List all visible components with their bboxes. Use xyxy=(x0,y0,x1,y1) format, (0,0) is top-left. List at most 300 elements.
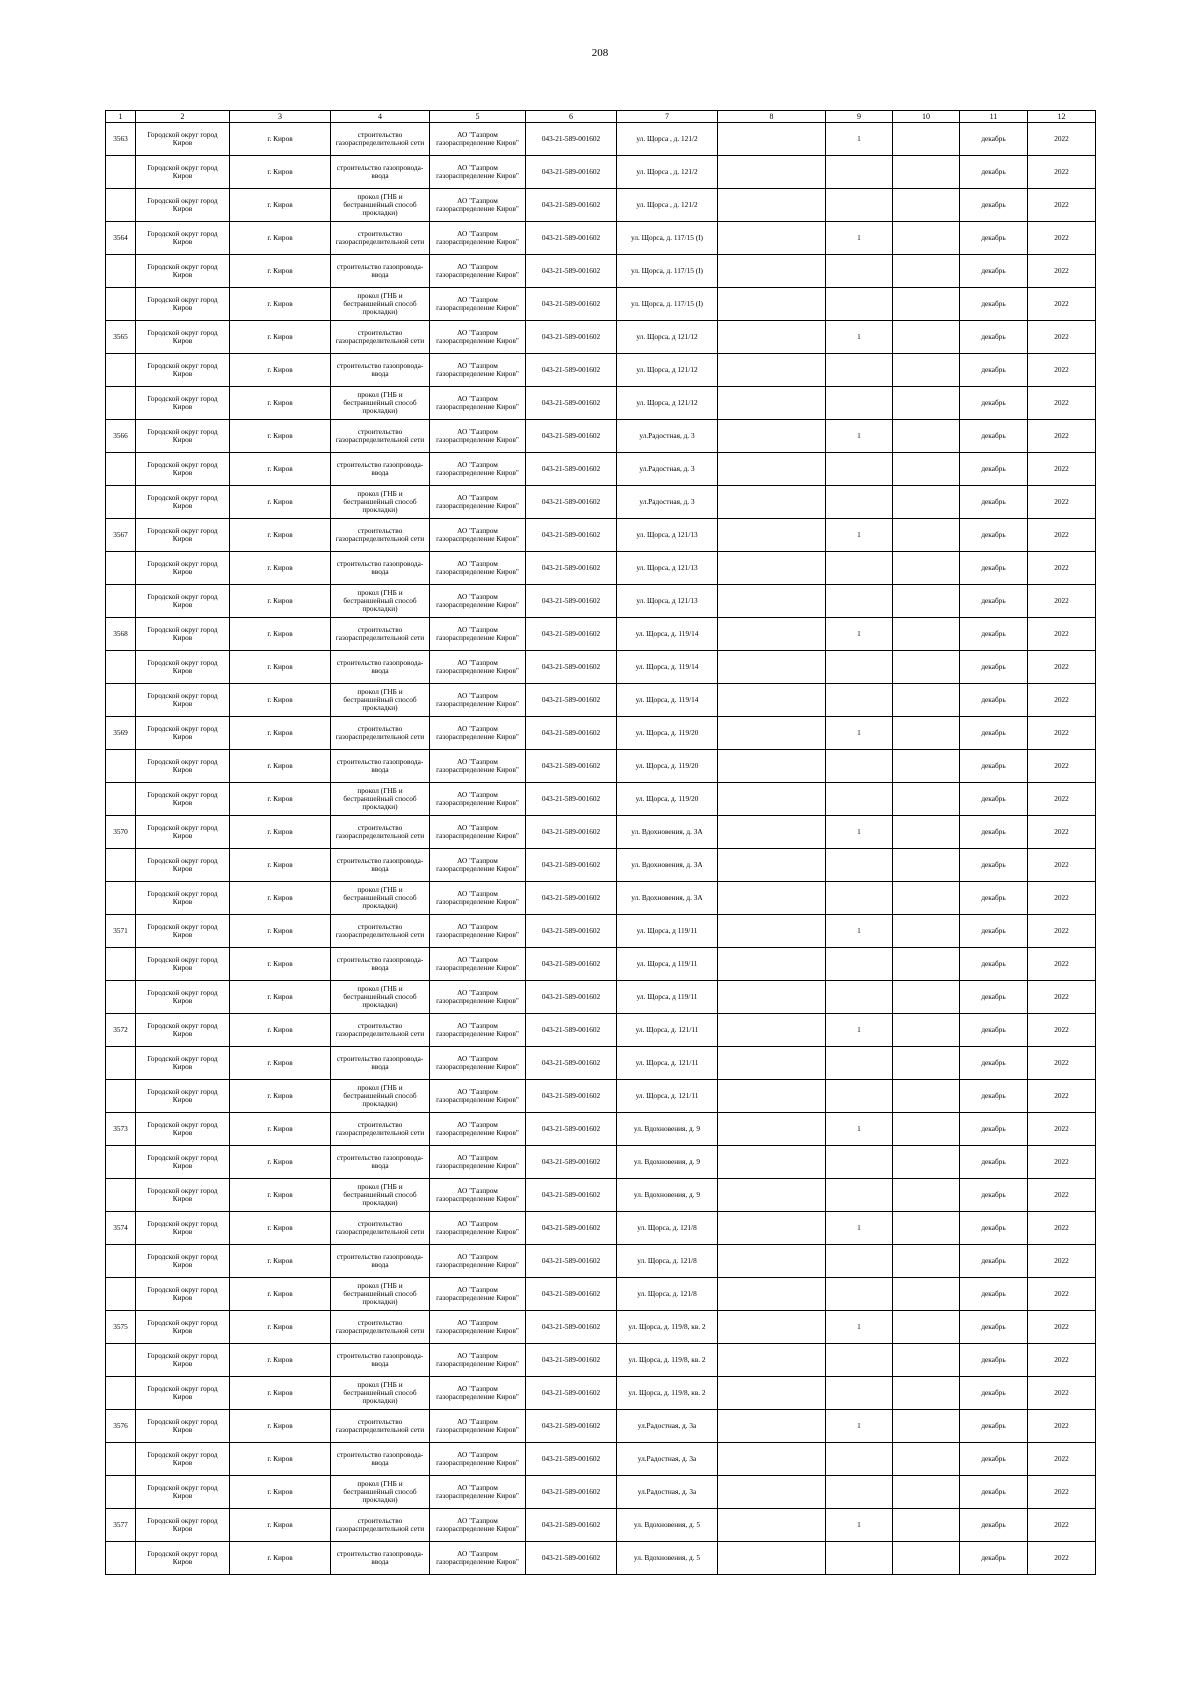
year-text: 2022 xyxy=(1054,1455,1069,1463)
district-text: Городской округ город Киров xyxy=(147,329,218,345)
organization-text: АО "Газпром газораспределение Киров" xyxy=(436,1418,519,1434)
table-row xyxy=(106,981,1096,1014)
empty-cell xyxy=(893,453,960,486)
row-number-cell xyxy=(106,420,136,453)
empty-cell xyxy=(718,915,826,948)
month-cell xyxy=(960,486,1028,519)
empty-cell xyxy=(893,1542,960,1575)
year-cell xyxy=(1028,915,1096,948)
district-cell xyxy=(136,1113,230,1146)
empty-cell xyxy=(718,1410,826,1443)
organization-text: АО "Газпром газораспределение Киров" xyxy=(436,1286,519,1302)
month-cell xyxy=(960,255,1028,288)
month-cell xyxy=(960,1014,1028,1047)
table-row xyxy=(106,453,1096,486)
column-header: 7 xyxy=(617,111,718,123)
table-row xyxy=(106,1542,1096,1575)
work-type-cell xyxy=(331,1179,430,1212)
year-text: 2022 xyxy=(1054,1092,1069,1100)
year-cell xyxy=(1028,882,1096,915)
year-cell xyxy=(1028,288,1096,321)
code-cell xyxy=(526,1542,617,1575)
quantity-text: 1 xyxy=(857,234,861,242)
month-text: декабрь xyxy=(981,1323,1006,1331)
address-text: ул. Щорса, д. 119/8, кв. 2 xyxy=(628,1323,706,1331)
district-text: Городской округ город Киров xyxy=(147,1022,218,1038)
district-cell xyxy=(136,585,230,618)
table-row xyxy=(106,1311,1096,1344)
work-type-text: прокол (ГНБ и бестраншейный способ прокладки) xyxy=(343,193,417,217)
column-header: 10 xyxy=(893,111,960,123)
organization-cell xyxy=(430,1476,526,1509)
organization-cell xyxy=(430,1509,526,1542)
work-type-cell xyxy=(331,849,430,882)
code-text: 043-21-589-001602 xyxy=(541,1290,601,1298)
empty-cell xyxy=(718,717,826,750)
year-text: 2022 xyxy=(1054,1356,1069,1364)
row-number-cell xyxy=(106,1377,136,1410)
year-cell xyxy=(1028,1542,1096,1575)
quantity-cell xyxy=(826,1410,893,1443)
city-cell xyxy=(230,1344,331,1377)
quantity-cell xyxy=(826,519,893,552)
quantity-cell xyxy=(826,882,893,915)
work-type-text: строительство газораспределительной сети xyxy=(335,428,425,444)
city-cell xyxy=(230,1014,331,1047)
row-number-cell xyxy=(106,981,136,1014)
quantity-cell xyxy=(826,1047,893,1080)
organization-cell xyxy=(430,783,526,816)
row-number-cell xyxy=(106,255,136,288)
work-type-cell xyxy=(331,156,430,189)
address-text: ул. Щорса, д 121/13 xyxy=(636,597,698,605)
quantity-cell xyxy=(826,486,893,519)
empty-cell xyxy=(718,255,826,288)
empty-cell xyxy=(718,1146,826,1179)
quantity-cell xyxy=(826,684,893,717)
year-text: 2022 xyxy=(1054,1026,1069,1034)
month-text: декабрь xyxy=(981,1257,1006,1265)
code-text: 043-21-589-001602 xyxy=(541,1521,601,1529)
year-cell xyxy=(1028,1476,1096,1509)
address-cell xyxy=(617,1014,718,1047)
district-cell xyxy=(136,1278,230,1311)
code-cell xyxy=(526,552,617,585)
organization-cell xyxy=(430,552,526,585)
year-cell xyxy=(1028,1410,1096,1443)
empty-cell xyxy=(893,1179,960,1212)
work-type-text: строительство газораспределительной сети xyxy=(335,1517,425,1533)
city-text: г. Киров xyxy=(267,1224,293,1232)
work-type-cell xyxy=(331,1443,430,1476)
empty-cell xyxy=(718,288,826,321)
district-text: Городской округ город Киров xyxy=(147,626,218,642)
quantity-cell xyxy=(826,585,893,618)
city-text: г. Киров xyxy=(267,1125,293,1133)
code-cell xyxy=(526,585,617,618)
quantity-cell xyxy=(826,1212,893,1245)
organization-text: АО "Газпром газораспределение Киров" xyxy=(436,626,519,642)
year-text: 2022 xyxy=(1054,333,1069,341)
district-text: Городской округ город Киров xyxy=(147,1154,218,1170)
address-text: ул. Вдохновения, д. 3А xyxy=(631,828,703,836)
code-text: 043-21-589-001602 xyxy=(541,366,601,374)
district-cell xyxy=(136,222,230,255)
table-row xyxy=(106,387,1096,420)
empty-cell xyxy=(893,354,960,387)
year-cell xyxy=(1028,816,1096,849)
empty-cell xyxy=(718,1377,826,1410)
organization-cell xyxy=(430,420,526,453)
city-text: г. Киров xyxy=(267,1191,293,1199)
work-type-text: прокол (ГНБ и бестраншейный способ прокладки) xyxy=(343,688,417,712)
quantity-text: 1 xyxy=(857,1026,861,1034)
row-number-cell xyxy=(106,585,136,618)
empty-cell xyxy=(718,1179,826,1212)
column-header: 3 xyxy=(230,111,331,123)
empty-cell xyxy=(718,816,826,849)
work-type-text: прокол (ГНБ и бестраншейный способ прокладки) xyxy=(343,1282,417,1306)
district-cell xyxy=(136,1509,230,1542)
quantity-cell xyxy=(826,123,893,156)
code-text: 043-21-589-001602 xyxy=(541,465,601,473)
quantity-cell xyxy=(826,354,893,387)
district-cell xyxy=(136,882,230,915)
city-text: г. Киров xyxy=(267,201,293,209)
district-cell xyxy=(136,1146,230,1179)
month-cell xyxy=(960,189,1028,222)
code-cell xyxy=(526,1311,617,1344)
quantity-cell xyxy=(826,1113,893,1146)
city-text: г. Киров xyxy=(267,663,293,671)
row-number-cell xyxy=(106,552,136,585)
address-cell xyxy=(617,750,718,783)
organization-cell xyxy=(430,486,526,519)
district-cell xyxy=(136,981,230,1014)
work-type-cell xyxy=(331,1014,430,1047)
row-number-cell xyxy=(106,387,136,420)
year-cell xyxy=(1028,321,1096,354)
empty-cell xyxy=(893,387,960,420)
empty-cell xyxy=(893,618,960,651)
table-row xyxy=(106,1377,1096,1410)
year-cell xyxy=(1028,1245,1096,1278)
district-cell xyxy=(136,123,230,156)
city-text: г. Киров xyxy=(267,597,293,605)
row-number-cell xyxy=(106,1113,136,1146)
year-text: 2022 xyxy=(1054,927,1069,935)
table-row xyxy=(106,1179,1096,1212)
code-text: 043-21-589-001602 xyxy=(541,729,601,737)
city-text: г. Киров xyxy=(267,828,293,836)
organization-text: АО "Газпром газораспределение Киров" xyxy=(436,1121,519,1137)
address-text: ул. Щорса, д. 119/20 xyxy=(635,795,699,803)
organization-cell xyxy=(430,1212,526,1245)
month-text: декабрь xyxy=(981,729,1006,737)
district-text: Городской округ город Киров xyxy=(147,362,218,378)
month-cell xyxy=(960,222,1028,255)
district-cell xyxy=(136,618,230,651)
quantity-text: 1 xyxy=(857,333,861,341)
district-cell xyxy=(136,387,230,420)
city-text: г. Киров xyxy=(267,861,293,869)
table-row xyxy=(106,1278,1096,1311)
district-cell xyxy=(136,321,230,354)
city-cell xyxy=(230,288,331,321)
month-cell xyxy=(960,123,1028,156)
year-cell xyxy=(1028,651,1096,684)
work-type-cell xyxy=(331,255,430,288)
address-cell xyxy=(617,1410,718,1443)
empty-cell xyxy=(893,189,960,222)
row-number-cell xyxy=(106,750,136,783)
empty-cell xyxy=(718,1344,826,1377)
district-text: Городской округ город Киров xyxy=(147,659,218,675)
table-row xyxy=(106,948,1096,981)
city-cell xyxy=(230,123,331,156)
month-cell xyxy=(960,1344,1028,1377)
address-cell xyxy=(617,519,718,552)
code-cell xyxy=(526,1245,617,1278)
year-text: 2022 xyxy=(1054,828,1069,836)
year-text: 2022 xyxy=(1054,729,1069,737)
code-text: 043-21-589-001602 xyxy=(541,1554,601,1562)
code-text: 043-21-589-001602 xyxy=(541,993,601,1001)
table-row xyxy=(106,1146,1096,1179)
quantity-cell xyxy=(826,717,893,750)
empty-cell xyxy=(893,1146,960,1179)
month-text: декабрь xyxy=(981,1059,1006,1067)
code-text: 043-21-589-001602 xyxy=(541,1455,601,1463)
empty-cell xyxy=(893,651,960,684)
month-cell xyxy=(960,1476,1028,1509)
city-cell xyxy=(230,618,331,651)
quantity-cell xyxy=(826,1377,893,1410)
year-cell xyxy=(1028,354,1096,387)
empty-cell xyxy=(893,1212,960,1245)
month-cell xyxy=(960,1377,1028,1410)
organization-cell xyxy=(430,123,526,156)
year-cell xyxy=(1028,552,1096,585)
row-number-cell xyxy=(106,1542,136,1575)
year-cell xyxy=(1028,1443,1096,1476)
organization-text: АО "Газпром газораспределение Киров" xyxy=(436,956,519,972)
row-number-cell xyxy=(106,486,136,519)
work-type-cell xyxy=(331,189,430,222)
organization-text: АО "Газпром газораспределение Киров" xyxy=(436,131,519,147)
year-cell xyxy=(1028,783,1096,816)
organization-cell xyxy=(430,156,526,189)
quantity-text: 1 xyxy=(857,828,861,836)
address-text: ул. Вдохновения, д. 3А xyxy=(631,861,703,869)
city-text: г. Киров xyxy=(267,432,293,440)
row-number-cell xyxy=(106,1014,136,1047)
month-text: декабрь xyxy=(981,1158,1006,1166)
row-number-cell xyxy=(106,948,136,981)
empty-cell xyxy=(718,189,826,222)
month-cell xyxy=(960,948,1028,981)
year-text: 2022 xyxy=(1054,1323,1069,1331)
organization-text: АО "Газпром газораспределение Киров" xyxy=(436,593,519,609)
organization-text: АО "Газпром газораспределение Киров" xyxy=(436,560,519,576)
code-cell xyxy=(526,156,617,189)
year-text: 2022 xyxy=(1054,1158,1069,1166)
empty-cell xyxy=(893,1113,960,1146)
organization-text: АО "Газпром газораспределение Киров" xyxy=(436,362,519,378)
city-cell xyxy=(230,1113,331,1146)
month-text: декабрь xyxy=(981,762,1006,770)
month-cell xyxy=(960,915,1028,948)
district-text: Городской округ город Киров xyxy=(147,1121,218,1137)
code-text: 043-21-589-001602 xyxy=(541,201,601,209)
code-text: 043-21-589-001602 xyxy=(541,894,601,902)
quantity-cell xyxy=(826,1245,893,1278)
code-cell xyxy=(526,1509,617,1542)
code-cell xyxy=(526,1410,617,1443)
empty-cell xyxy=(718,156,826,189)
address-text: ул. Щорса, д. 117/15 (I) xyxy=(631,234,703,242)
month-text: декабрь xyxy=(981,465,1006,473)
month-cell xyxy=(960,552,1028,585)
month-cell xyxy=(960,585,1028,618)
city-cell xyxy=(230,948,331,981)
address-text: ул. Щорса, д. 121/11 xyxy=(635,1092,699,1100)
year-text: 2022 xyxy=(1054,498,1069,506)
organization-cell xyxy=(430,1047,526,1080)
quantity-cell xyxy=(826,1476,893,1509)
organization-text: АО "Газпром газораспределение Киров" xyxy=(436,1154,519,1170)
month-cell xyxy=(960,156,1028,189)
city-cell xyxy=(230,1047,331,1080)
month-cell xyxy=(960,1278,1028,1311)
empty-cell xyxy=(718,387,826,420)
city-text: г. Киров xyxy=(267,234,293,242)
empty-cell xyxy=(893,1080,960,1113)
city-cell xyxy=(230,1212,331,1245)
code-text: 043-21-589-001602 xyxy=(541,1125,601,1133)
code-text: 043-21-589-001602 xyxy=(541,300,601,308)
table-row xyxy=(106,717,1096,750)
city-text: г. Киров xyxy=(267,564,293,572)
table-row xyxy=(106,189,1096,222)
month-text: декабрь xyxy=(981,1488,1006,1496)
district-text: Городской округ город Киров xyxy=(147,956,218,972)
work-type-text: прокол (ГНБ и бестраншейный способ прокладки) xyxy=(343,292,417,316)
organization-cell xyxy=(430,1278,526,1311)
empty-cell xyxy=(718,1443,826,1476)
year-text: 2022 xyxy=(1054,1224,1069,1232)
month-text: декабрь xyxy=(981,960,1006,968)
district-text: Городской округ город Киров xyxy=(147,197,218,213)
row-number-cell xyxy=(106,519,136,552)
district-cell xyxy=(136,420,230,453)
row-number-cell xyxy=(106,1311,136,1344)
work-type-cell xyxy=(331,1080,430,1113)
empty-cell xyxy=(893,1509,960,1542)
table-row xyxy=(106,420,1096,453)
address-cell xyxy=(617,882,718,915)
code-cell xyxy=(526,1047,617,1080)
month-cell xyxy=(960,783,1028,816)
organization-cell xyxy=(430,882,526,915)
table-row xyxy=(106,123,1096,156)
month-cell xyxy=(960,453,1028,486)
row-number-cell xyxy=(106,189,136,222)
district-text: Городской округ город Киров xyxy=(147,989,218,1005)
city-cell xyxy=(230,420,331,453)
quantity-text: 1 xyxy=(857,1521,861,1529)
code-cell xyxy=(526,750,617,783)
address-text: ул.Радостная, д. 3а xyxy=(637,1455,697,1463)
quantity-text: 1 xyxy=(857,432,861,440)
city-cell xyxy=(230,1179,331,1212)
year-text: 2022 xyxy=(1054,1488,1069,1496)
year-text: 2022 xyxy=(1054,432,1069,440)
year-text: 2022 xyxy=(1054,762,1069,770)
year-cell xyxy=(1028,1344,1096,1377)
year-text: 2022 xyxy=(1054,696,1069,704)
empty-cell xyxy=(893,1311,960,1344)
city-text: г. Киров xyxy=(267,630,293,638)
year-cell xyxy=(1028,1047,1096,1080)
organization-text: АО "Газпром газораспределение Киров" xyxy=(436,1385,519,1401)
empty-cell xyxy=(893,486,960,519)
month-text: декабрь xyxy=(981,927,1006,935)
address-cell xyxy=(617,1311,718,1344)
city-cell xyxy=(230,750,331,783)
code-text: 043-21-589-001602 xyxy=(541,234,601,242)
work-type-cell xyxy=(331,1311,430,1344)
row-number-cell xyxy=(106,849,136,882)
city-cell xyxy=(230,1443,331,1476)
year-text: 2022 xyxy=(1054,894,1069,902)
quantity-cell xyxy=(826,750,893,783)
district-text: Городской округ город Киров xyxy=(147,428,218,444)
code-cell xyxy=(526,321,617,354)
quantity-text: 1 xyxy=(857,135,861,143)
table-row xyxy=(106,1344,1096,1377)
quantity-cell xyxy=(826,948,893,981)
row-number-cell xyxy=(106,1047,136,1080)
district-cell xyxy=(136,651,230,684)
work-type-text: строительство газопровода-ввода xyxy=(336,857,424,873)
city-text: г. Киров xyxy=(267,1554,293,1562)
empty-cell xyxy=(718,684,826,717)
year-cell xyxy=(1028,123,1096,156)
work-type-text: строительство газопровода-ввода xyxy=(336,461,424,477)
city-text: г. Киров xyxy=(267,795,293,803)
month-cell xyxy=(960,1212,1028,1245)
code-text: 043-21-589-001602 xyxy=(541,1191,601,1199)
quantity-cell xyxy=(826,288,893,321)
row-number-cell xyxy=(106,1179,136,1212)
month-text: декабрь xyxy=(981,201,1006,209)
address-text: ул.Радостная, д. 3 xyxy=(639,498,695,506)
table-row xyxy=(106,1080,1096,1113)
month-text: декабрь xyxy=(981,1389,1006,1397)
district-cell xyxy=(136,816,230,849)
address-text: ул. Щорса, д. 121/11 xyxy=(635,1026,699,1034)
year-cell xyxy=(1028,1212,1096,1245)
work-type-text: прокол (ГНБ и бестраншейный способ прокладки) xyxy=(343,985,417,1009)
month-cell xyxy=(960,684,1028,717)
month-text: декабрь xyxy=(981,498,1006,506)
address-text: ул. Щорса, д 119/11 xyxy=(636,960,698,968)
code-text: 043-21-589-001602 xyxy=(541,795,601,803)
month-text: декабрь xyxy=(981,696,1006,704)
address-cell xyxy=(617,189,718,222)
row-number-text: 3572 xyxy=(113,1026,128,1034)
